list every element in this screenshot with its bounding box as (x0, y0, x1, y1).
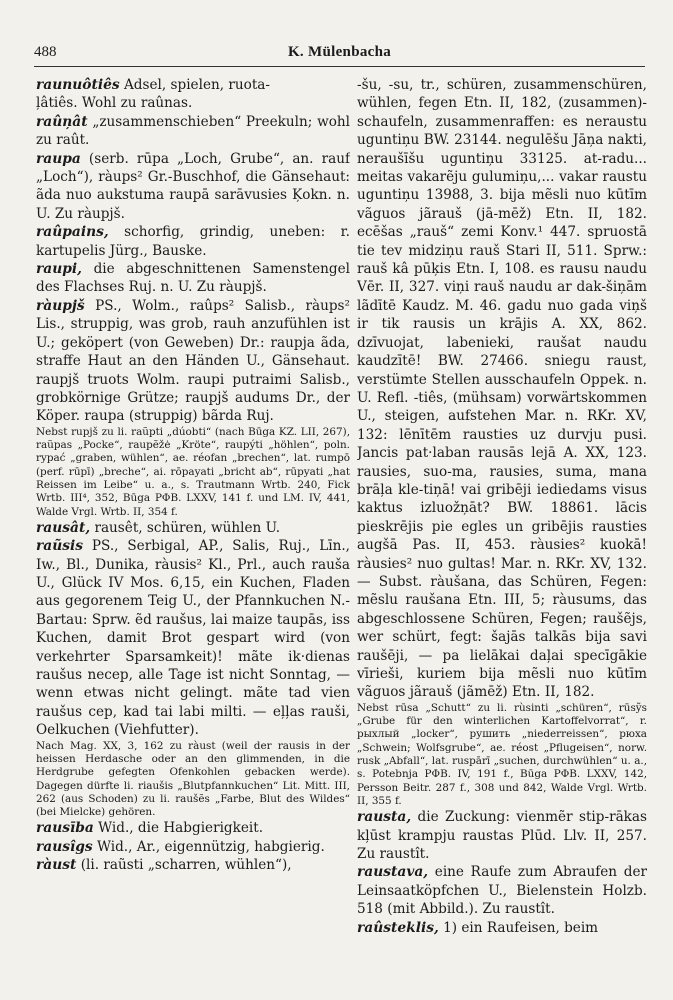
etymology-text: Nebst rupjš zu li. raũpti „dúobti“ (nach Būga KZ. LII, 267), raũpas „Pocke“, raupẽžė „Kröte“, raupýti „höhlen“, poln. rypać „graben, wühlen“, ae. réofan „brechen“, lat. rumpō (perf. rūpī) „breche“, ai. rōpayati „bricht ab“, rūpyati „hat Reissen im Leibe“ u. a., s. Trautmann Wrtb. 240, Fick Wrtb. III⁴, 352, Būga PΦB. LXXV, 141 f. und LM. IV, 441, Walde Vrgl. Wrtb. II, 354 f. (36, 425, 350, 518)
entry-text: (serb. rūpa „Loch, Grube“, an. rauf „Loch“), ràups² Gr.-Buschhof, die Gänsehaut: ãda nuo aukstuma raupā sarāvusies Ķokn. n. U. Zu ràupjš. (36, 150, 350, 222)
entry-text: PS., Serbigal, AP., Salis, Ruj., Līn., Iw., Bl., Dunika, ràusis² Kl., Prl., auch rauša U., Glück IV Mos. 6,15, ein Kuchen, Fladen aus gegorenem Teig U., der Pfannkuchen N.-Bartau: Sprw. ẽd raušus, lai maize taupās, iss Kuchen, damit Brot gespart wird (von verkehrter Sparsamkeit)! mãte ik·dienas raušus necep, alle Tage ist nicht Sonntag, — wenn etwas nicht gelingt. mãte tad vien raušus cep, kad tai labi milti. — eļļas rauši, Oelkuchen (Viehfutter). (36, 538, 350, 739)
entry-text: Wid., die Habgierigkeit. (93, 820, 264, 837)
headword: rausta, (357, 809, 412, 826)
entry-text: eine Raufe zum Abraufen der Leinsaatköpfchen U., Bielenstein Holzb. 518 (mit Abbild.). Zu raustît. (357, 864, 647, 918)
headword: rausība (36, 820, 94, 837)
dictionary-entry (36, 113, 350, 150)
entry-text: ļâtiês. Wohl zu raûnas. (36, 95, 193, 112)
headword: ràupjš (36, 297, 85, 314)
headword: raûsteklis, (357, 919, 439, 936)
dictionary-entry (36, 297, 350, 426)
headword: raustava, (357, 864, 429, 881)
dictionary-entry (36, 537, 350, 739)
headword: raũsis (36, 538, 84, 555)
entry-continuation (357, 76, 647, 702)
entry-text: -šu, -su, tr., schüren, zusammenschüren, wühlen, fegen Etn. II, 182, (zusammen)-schaufeln, zusammenraffen: es neraustu uguntiņu BW. 23144. negulēšu Jāņa nakti, neraušīšu uguntiņu 33125. at-radu... meitas vakarẽju gulumiņu,... vakar raustu uguntiņu 13988, 3. bija mẽsli nuo kūtīm vãguos jãrauš (jā-mēž) Etn. II, 182. ecēšas „rauš“ zemi Konv.¹ 447. spruostā tie tev midziņu rauš Stari II, 511. Sprw.: rauš kâ pūķis Etn. I, 108. es rausu naudu Vēr. II, 327. viņi rauš naudu ar dak-šiņām lãdītē Kaudz. M. 46. gadu nuo gada viņš ir tik rausis un krājis A. XX, 862. dzīvuojat, labenieki, raušat naudu kaudzītē! BW. 27466. sniegu raust, verstümte Stellen ausschaufeln Oppek. n. U. Refl. -tiês, (mühsam) vorwärtskommen U., steigen, aufstehen Mar. n. RKr. XV, 132: lēnītēm rausties uz durvju pusi. Jancis pat·laban rausās lejā A. XX, 123. rausies, suo-ma, rausies, suma, mana brāļa kle-tiņā! vai gribēji iediedams visus kaktus izluožņāt? BW. 18861. lācis pieskrējis pie egles un gribējis rausties augšā Pas. II, 453. ràusies² kuokā! ràusies² nuo gultas! Mar. n. RKr. XV, 132. — Subst. ràušana, das Schüren, Fegen: mẽslu raušana Etn. III, 5; ràusums, das abgeschlossene Schüren, Fegen; raušẽjs, wer schürt, fegt: šajās talkās bija savi raušēji, — pa lielākai daļai specīgākie vīrieši, kuriem bija mẽsli nuo kūtīm vãguos jãrauš (jãmēž) Etn. II, 182. (357, 77, 647, 701)
dictionary-entry (357, 919, 647, 937)
running-title: K. Mülenbacha (287, 44, 392, 60)
entry-text: schorfig, grindig, uneben: r. kartupelis Jürg., Bauske. (36, 224, 350, 259)
etymology-note (36, 740, 350, 820)
dictionary-entry (357, 863, 647, 918)
entry-text: die abgeschnittenen Samenstengel des Flachses Ruj. n. U. Zu ràupjš. (36, 261, 350, 296)
dictionary-entry (36, 76, 350, 94)
headword: rausîgs (36, 838, 93, 855)
etymology-note (36, 426, 350, 519)
dictionary-entry (36, 838, 350, 856)
entry-text: „zusammenschieben“ Preekuln; wohl zu raût. (36, 113, 350, 149)
left-column (36, 76, 350, 991)
entry-text: PS., Wolm., raûps² Salisb., ràups² Lis., struppig, was grob, rauh anzufühlen ist U.; geköpert (von Geweben) Dr.: raupja ãda, straffe Haut an den Händen U., Gänsehaut. raupjš truots Wolm. raupi putraimi Salisb., grobkörnige Grütze; raupjš audums Dr., der Köper. raupa (struppig) bãrda Ruj. (36, 297, 350, 425)
page-number: 488 (34, 44, 57, 60)
entry-text: Wid., Ar., eigennützig, habgierig. (92, 838, 325, 855)
entry-text: Adsel, spielen, ruota- (119, 77, 270, 93)
dictionary-entry (36, 223, 350, 260)
entry-text: die Zuckung: vienmẽr stip-rākas kļūst krampju raustas Plūd. Llv. II, 257. Zu raustît. (357, 809, 647, 862)
headword: ràust (36, 857, 77, 874)
dictionary-entry (36, 819, 350, 837)
right-column (357, 76, 647, 991)
headword: raunuôtiês (36, 77, 120, 93)
dictionary-entry (36, 150, 350, 224)
entry-text: rausêt, schüren, wühlen U. (90, 519, 281, 536)
entry-text: 1) ein Raufeisen, beim (438, 919, 599, 936)
headword: raupa (36, 150, 81, 167)
headword: raûpains, (36, 224, 109, 241)
etymology-note (357, 702, 647, 808)
dictionary-entry (36, 856, 350, 874)
entry-continuation (36, 94, 350, 112)
headword: raûņât (36, 113, 88, 130)
dictionary-entry (36, 519, 350, 537)
dictionary-entry (357, 808, 647, 863)
headword: rausât, (36, 519, 91, 536)
headword: raupi, (36, 261, 82, 278)
entry-text: (li. raũsti „scharren, wühlen“), (76, 857, 292, 874)
etymology-text: Nebst rūsa „Schutt“ zu li. rùsinti „schüren“, rūsỹs „Grube für den winterlichen Kartoffelvorrat“, r. рыхлый „locker“, рушить „niederreissen“, рюха „Schwein; Wolfsgrube“, ae. réost „Pflugeisen“, norw. rusk „Abfall“, lat. ruspārī „suchen, durchwühlen“ u. a., s. Potebnja PΦB. IV, 191 f., Būga PΦB. LXXV, 142, Persson Beitr. 287 f., 308 und 842, Walde Vrgl. Wrtb. II, 355 f. (357, 701, 647, 807)
page-header (34, 42, 645, 67)
dictionary-entry (36, 260, 350, 297)
etymology-text: Nach Mag. XX, 3, 162 zu ràust (weil der rausis in der heissen Herdasche oder an den glimmenden, in die Herdgrube gefegten Ofenkohlen gebacken werde). Dagegen dürfte li. riaušis „Blutpfannkuchen“ Lit. Mitt. III, 262 (aus Schoden) zu li. raušẽs „Farbe, Blut des Wildes“ (bei Mielcke) gehören. (36, 739, 350, 819)
